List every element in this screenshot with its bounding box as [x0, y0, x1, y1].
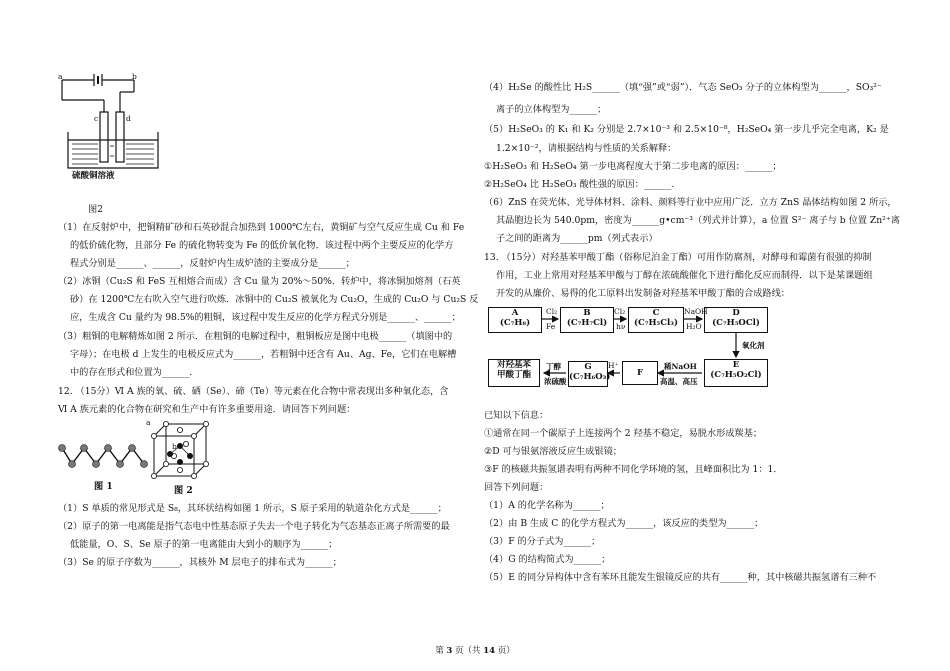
product-line1: 对羟基苯: [496, 360, 531, 370]
fg-reagent: H⁺: [608, 361, 619, 370]
bc-reagent: Cl₂: [614, 307, 626, 316]
q11-2-line2: 砂）在 1200℃左右吹入空气进行吹炼．冰铜中的 Cu₂S 被氧化为 Cu₂O，生成的 Cu₂O 与 Cu₂S 反: [70, 294, 479, 305]
footer-total-pages: 14: [483, 646, 496, 656]
q13-4: （4）G 的结构简式为______；: [484, 554, 611, 565]
q13-1: （1）A 的化学名称为______；: [484, 500, 610, 511]
q13-2: （2）由 B 生成 C 的化学方程式为______，该反应的类型为______；: [484, 518, 764, 529]
cell-b-label: b: [172, 442, 177, 451]
q12-head-line2: Ⅵ A 族元素的化合物在研究和生产中有许多重要用途．请回答下列问题：: [58, 404, 356, 415]
compound-e-formula: (C₇H₅O₂Cl): [710, 370, 762, 380]
q12-1: （1）S 单质的常见形式是 S₈，其环状结构如图 1 所示，S 原子采用的轨道杂化方式是______；: [58, 503, 447, 514]
q12-5-line2: 1.2×10⁻²，请根据结构与性质的关系解释：: [496, 143, 677, 154]
q12-6-line2: 其晶胞边长为 540.0pm，密度为______g•cm⁻³（列式并计算），a 位置 S²⁻ 离子与 b 位置 Zn²⁺离: [496, 215, 900, 226]
q11-2-line1: （2）冰铜（Cu₂S 和 FeS 互相熔合而成）含 Cu 量为 20%～50%．转炉中，将冰铜加熔剂（石英: [58, 276, 461, 287]
q11-3-line1: （3）粗铜的电解精炼如图 2 所示．在粗铜的电解过程中，粗铜板应是图中电极______（填图中的: [58, 331, 453, 342]
known-2: ②D 可与银氨溶液反应生成银镜；: [484, 446, 622, 457]
ef-condition: 高温、高压: [660, 377, 698, 386]
q11-1-line2: 的低价硫化物，且部分 Fe 的硫化物转变为 Fe 的低价氧化物．该过程中两个主要反应的化学方: [70, 240, 454, 251]
electrolysis-caption: 硫酸铜溶液: [72, 171, 115, 181]
electrode-c-label: c: [94, 114, 99, 123]
q11-2-line3: 应，生成含 Cu 量约为 98.5%的粗铜，该过程中发生反应的化学方程式分别是______、______；: [70, 312, 461, 323]
known-1: ①通常在同一个碳原子上连接两个 2 羟基不稳定，易脱水形成羰基；: [484, 428, 763, 439]
synthesis-route: [484, 305, 814, 401]
footer-mid: 页（共: [455, 646, 481, 656]
fig2-cell-label: 图 2: [174, 485, 193, 496]
compound-a-letter: A: [511, 308, 519, 318]
fig1-s8-label: 图 1: [94, 481, 113, 492]
q12-6-line3: 子之间的距离为______pm（列式表示）: [496, 233, 658, 244]
q12-2-line1: （2）原子的第一电离能是指气态电中性基态原子失去一个电子转化为气态基态正离子所需要的最: [58, 521, 450, 532]
cd-condition: H₂O: [686, 322, 702, 331]
footer-post: 页）: [497, 646, 515, 656]
q12-5-line1: （5）H₂SeO₃ 的 K₁ 和 K₂ 分别是 2.7×10⁻³ 和 2.5×10⁻⁸，H₂SeO₄ 第一步几乎完全电离，K₂ 是: [484, 124, 889, 135]
gp-condition: 浓硫酸: [544, 377, 567, 386]
compound-g: [568, 361, 611, 387]
compound-f: [622, 361, 658, 385]
de-reagent: 氧化剂: [742, 341, 765, 350]
compound-d: [704, 307, 768, 333]
known-heading: 已知以下信息：: [484, 410, 549, 421]
zns-cell-figure: [150, 420, 212, 482]
electrode-d-label: d: [126, 114, 131, 123]
compound-e: [704, 359, 768, 387]
compound-c-letter: C: [652, 308, 660, 318]
known-3: ③F 的核磁共振氢谱表明有两种不同化学环境的氢，且峰面积比为 1：1．: [484, 464, 783, 475]
q12-6-line1: （6）ZnS 在荧光体、光导体材料、涂料、颜料等行业中应用广泛．立方 ZnS 晶体结构如图 2 所示，: [484, 197, 897, 208]
q12-4-line2: 离子的立体构型为______；: [496, 104, 607, 115]
compound-g-letter: G: [584, 362, 592, 372]
q13-line1: 13. （15分）对羟基苯甲酸丁酯（俗称尼泊金丁酯）可用作防腐剂，对酵母和霉菌有很强的抑制: [484, 252, 872, 263]
q11-3-line3: 中的存在形式和位置为______．: [70, 367, 199, 378]
q13-5: （5）E 的同分异构体中含有苯环且能发生银镜反应的共有______种，其中核磁共振氢谱有三种不: [484, 572, 877, 583]
compound-g-formula: (C₇H₆O₃): [569, 372, 611, 382]
compound-b: [560, 307, 614, 333]
product-line2: 甲酸丁酯: [496, 370, 531, 380]
q11-1-line1: （1）在反射炉中，把铜精矿砂和石英砂混合加热到 1000℃左右，黄铜矿与空气反应生成 Cu 和 Fe: [58, 222, 465, 233]
cd-reagent: NaOH: [684, 307, 708, 316]
terminal-a-label: a: [58, 72, 63, 81]
compound-c: [628, 307, 684, 333]
ab-condition: Fe: [546, 322, 556, 331]
q13-line2: 作用，工业上常用对羟基苯甲酸与丁醇在浓硫酸催化下进行酯化反应而制得．以下是某课题组: [496, 270, 873, 281]
q12-5-ii: ②H₂SeO₄ 比 H₂SeO₃ 酸性强的原因：______.: [484, 179, 675, 190]
fig2-label: 图2: [88, 204, 104, 215]
q11-1-line3: 程式分别是______、______，反射炉内生成炉渣的主要成分是______；: [70, 258, 355, 269]
footer-page-number: 3: [446, 646, 453, 656]
compound-d-letter: D: [732, 308, 740, 318]
bc-condition: hν: [616, 322, 626, 331]
q12-5-i: ①H₂SeO₃ 和 H₂SeO₄ 第一步电离程度大于第二步电离的原因：______；: [484, 161, 782, 172]
product-box: [488, 359, 540, 387]
compound-a-formula: (C₇H₈): [499, 318, 531, 328]
q13-3: （3）F 的分子式为______；: [484, 536, 601, 547]
ef-reagent: 稀NaOH: [664, 362, 697, 371]
q13-line3: 开发的从廉价、易得的化工原料出发制备对羟基苯甲酸丁酯的合成路线：: [496, 288, 790, 299]
q12-head-line1: 12. （15分）Ⅵ A 族的氧、硫、硒（Se）、碲（Te）等元素在化合物中常表现出多种氧化态，含: [58, 386, 449, 397]
compound-b-letter: B: [583, 308, 591, 318]
q12-2-line2: 低能量，O、S、Se 原子的第一电离能由大到小的顺序为______；: [70, 539, 338, 550]
q11-3-line2: 字母）；在电极 d 上发生的电极反应式为______，若粗铜中还含有 Au、Ag、Fe，它们在电解槽: [70, 349, 457, 360]
gp-reagent: 丁醇: [546, 362, 561, 371]
page-footer: [0, 644, 950, 656]
compound-f-letter: F: [636, 368, 644, 378]
compound-b-formula: (C₇H₇Cl): [566, 318, 608, 328]
compound-c-formula: (C₇H₅Cl₃): [633, 318, 678, 328]
q12-4-line1: （4）H₂Se 的酸性比 H₂S______（填“强”或“弱”）．气态 SeO₃ 分子的立体构型为______，SO₃²⁻: [484, 82, 882, 93]
cell-a-label: a: [146, 418, 151, 427]
compound-d-formula: (C₇H₅OCl): [712, 318, 760, 328]
terminal-b-label: b: [132, 72, 137, 81]
answer-heading: 回答下列问题：: [484, 482, 549, 493]
ab-reagent: Cl₂: [546, 307, 558, 316]
compound-e-letter: E: [732, 360, 740, 370]
s8-ring-figure: [58, 438, 148, 478]
q12-3: （3）Se 的原子序数为______，其核外 M 层电子的排布式为______；: [58, 557, 342, 568]
footer-pre: 第: [435, 646, 444, 656]
compound-a: [488, 307, 542, 333]
